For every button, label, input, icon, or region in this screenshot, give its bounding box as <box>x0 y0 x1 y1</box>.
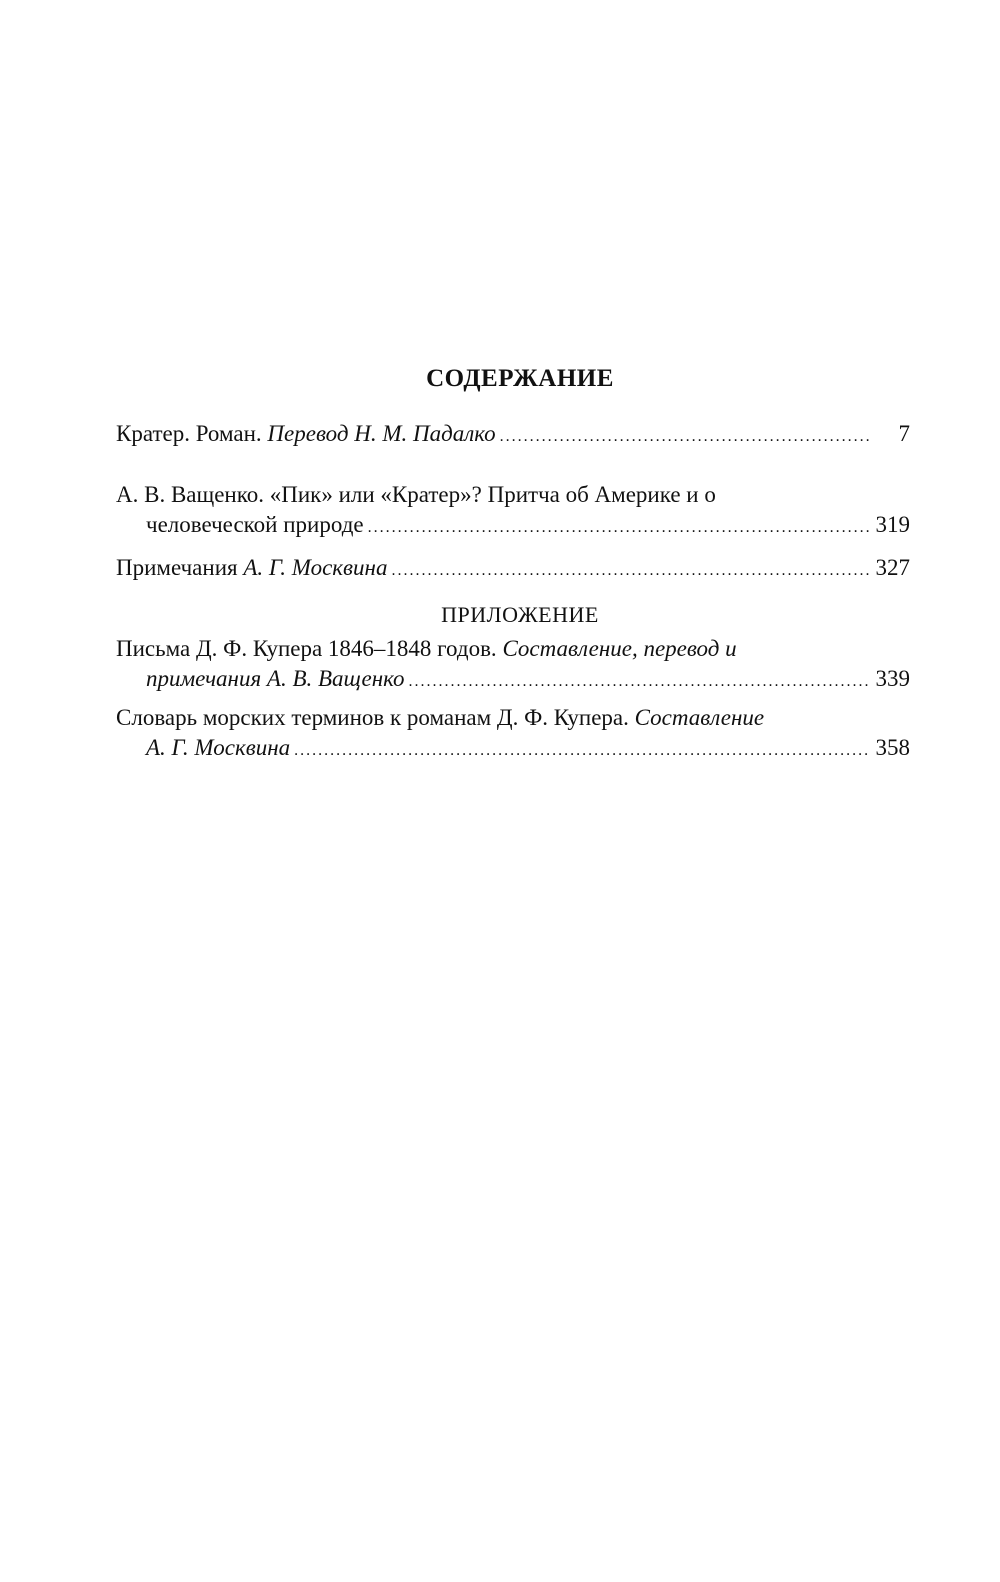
toc-entry-sea-terms-glossary[interactable] <box>116 703 910 766</box>
entry-author: А. Г. Москвина <box>243 555 388 580</box>
entry-credit-line2: примечания А. В. Ващенко <box>146 666 405 691</box>
entry-title: Кратер. Роман. <box>116 421 268 446</box>
entry-title-line1: А. В. Ващенко. «Пик» или «Кратер»? Притча об Америке и о <box>116 482 716 507</box>
toc-entry-vashchenko-essay[interactable] <box>116 480 910 543</box>
page-number: 319 <box>875 512 910 537</box>
toc-entry-cooper-letters[interactable] <box>116 634 910 697</box>
entry-title-line1: Словарь морских терминов к романам Д. Ф. Купера. <box>116 705 635 730</box>
table-of-contents <box>116 365 910 766</box>
entry-title-line2: человеческой природе <box>146 512 364 537</box>
leader-dots <box>368 513 870 543</box>
section-heading-appendix: ПРИЛОЖЕНИЕ <box>441 602 599 627</box>
toc-entry-krater[interactable] <box>116 419 910 452</box>
page-number: 7 <box>898 421 910 446</box>
page-number: 358 <box>875 735 910 760</box>
page-number: 327 <box>875 555 910 580</box>
entry-credit-line1: Составление, перевод и <box>502 636 737 661</box>
leader-dots <box>294 736 870 766</box>
entry-translator: Перевод Н. М. Падалко <box>267 421 496 446</box>
entry-title: Примечания <box>116 555 244 580</box>
entry-credit-line1: Составление <box>634 705 765 730</box>
leader-dots <box>409 667 871 697</box>
page-number: 339 <box>875 666 910 691</box>
leader-dots <box>500 422 870 452</box>
entry-credit-line2: А. Г. Москвина <box>146 735 291 760</box>
toc-entry-notes[interactable] <box>116 553 910 586</box>
page-title: СОДЕРЖАНИЕ <box>426 365 614 392</box>
entry-title-line1: Письма Д. Ф. Купера 1846–1848 годов. <box>116 636 503 661</box>
leader-dots <box>391 556 870 586</box>
